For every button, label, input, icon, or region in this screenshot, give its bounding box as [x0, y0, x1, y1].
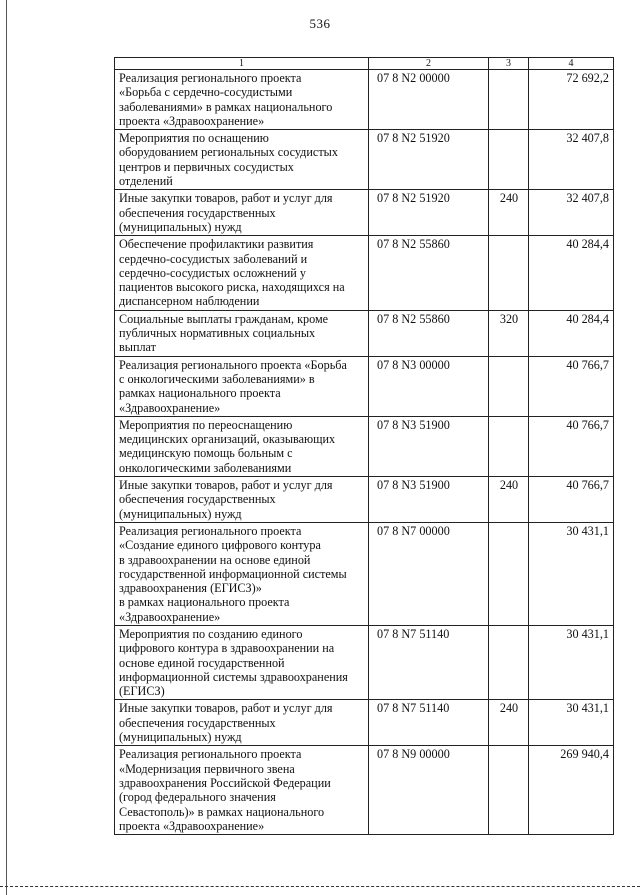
expense-name-line: пациентов высокого риска, находящихся на: [119, 280, 345, 295]
column-number-2: 2: [369, 58, 489, 70]
amount-cell: 40 766,7: [529, 477, 614, 523]
expense-name-line: здравоохранения (ЕГИСЗ)»: [119, 581, 262, 596]
expense-name-line: выплат: [119, 340, 156, 355]
expense-name-line: Иные закупки товаров, работ и услуг для: [119, 478, 333, 493]
expense-type-cell: [489, 356, 529, 416]
expense-name-line: цифрового контура в здравоохранении на: [119, 641, 335, 656]
table-row: [115, 236, 614, 310]
expense-name-line: в рамках национального проекта: [119, 595, 290, 610]
expense-name-line: (город федерального значения: [119, 790, 276, 805]
expense-name-line: информационной системы здравоохранения: [119, 669, 348, 684]
expense-name-line: сердечно-сосудистых осложнений у: [119, 265, 306, 280]
expense-name-line: отделений: [119, 174, 173, 189]
target-article-code-cell: 07 8 N2 51920: [369, 190, 489, 236]
expense-name-line: Обеспечение профилактики развития: [119, 237, 314, 252]
budget-table: [114, 57, 614, 835]
table-row: [115, 700, 614, 746]
expense-name-line: Мероприятия по созданию единого: [119, 626, 303, 641]
target-article-code-cell: 07 8 N2 00000: [369, 70, 489, 130]
expense-name-line: в здравоохранении на основе единой: [119, 552, 311, 567]
table-row: [115, 625, 614, 699]
expense-name-cell: [115, 236, 369, 310]
expense-type-cell: 240: [489, 477, 529, 523]
target-article-code-cell: 07 8 N3 51900: [369, 416, 489, 476]
target-article-code-cell: 07 8 N7 51140: [369, 625, 489, 699]
amount-cell: 30 431,1: [529, 522, 614, 625]
expense-name-line: государственной информационной системы: [119, 566, 347, 581]
target-article-code-cell: 07 8 N2 55860: [369, 310, 489, 356]
column-number-1: 1: [115, 58, 369, 70]
expense-type-cell: 320: [489, 310, 529, 356]
expense-type-cell: [489, 236, 529, 310]
expense-type-cell: [489, 522, 529, 625]
expense-name-line: заболеваниями» в рамках национального: [119, 99, 333, 114]
expense-name-line: «Здравоохранение»: [119, 609, 221, 624]
amount-cell: 40 766,7: [529, 356, 614, 416]
expense-name-line: обеспечения государственных: [119, 492, 276, 507]
expense-name-cell: [115, 310, 369, 356]
table-row: [115, 522, 614, 625]
expense-name-line: обеспечения государственных: [119, 205, 276, 220]
expense-name-line: Социальные выплаты гражданам, кроме: [119, 311, 329, 326]
table-row: [115, 130, 614, 190]
expense-name-line: здравоохранения Российской Федерации: [119, 775, 331, 790]
expense-name-line: онкологическими заболеваниями: [119, 460, 292, 475]
expense-name-line: проекта «Здравоохранение»: [119, 113, 265, 128]
expense-type-cell: [489, 746, 529, 835]
amount-cell: 32 407,8: [529, 130, 614, 190]
expense-name-line: Мероприятия по переоснащению: [119, 417, 293, 432]
target-article-code-cell: 07 8 N3 51900: [369, 477, 489, 523]
expense-name-cell: [115, 477, 369, 523]
expense-name-line: с онкологическими заболеваниями» в: [119, 371, 315, 386]
target-article-code-cell: 07 8 N9 00000: [369, 746, 489, 835]
expense-name-line: «Модернизация первичного звена: [119, 761, 295, 776]
expense-name-line: диспансерном наблюдении: [119, 294, 260, 309]
expense-type-cell: [489, 416, 529, 476]
expense-type-cell: [489, 70, 529, 130]
table-row: [115, 310, 614, 356]
expense-name-line: Иные закупки товаров, работ и услуг для: [119, 701, 333, 716]
expense-name-line: «Борьба с сердечно-сосудистыми: [119, 85, 293, 100]
expense-name-cell: [115, 190, 369, 236]
scan-left-edge: [6, 0, 7, 895]
expense-name-line: «Здравоохранение»: [119, 400, 221, 415]
amount-cell: 32 407,8: [529, 190, 614, 236]
target-article-code-cell: 07 8 N3 00000: [369, 356, 489, 416]
budget-table-body: [115, 58, 614, 835]
expense-name-line: медицинскую помощь больным с: [119, 446, 293, 461]
expense-name-line: основе единой государственной: [119, 655, 285, 670]
amount-cell: 40 766,7: [529, 416, 614, 476]
expense-name-line: Севастополь)» в рамках национального: [119, 804, 325, 819]
expense-name-line: Иные закупки товаров, работ и услуг для: [119, 191, 333, 206]
target-article-code-cell: 07 8 N2 51920: [369, 130, 489, 190]
expense-name-cell: [115, 416, 369, 476]
expense-type-cell: [489, 625, 529, 699]
target-article-code-cell: 07 8 N7 00000: [369, 522, 489, 625]
column-number-header-row: [115, 58, 614, 70]
table-row: [115, 746, 614, 835]
expense-name-cell: [115, 700, 369, 746]
expense-name-line: оборудованием региональных сосудистых: [119, 145, 338, 160]
expense-name-line: публичных нормативных социальных: [119, 326, 316, 341]
expense-name-line: Мероприятия по оснащению: [119, 131, 269, 146]
table-row: [115, 477, 614, 523]
expense-name-cell: [115, 70, 369, 130]
column-number-3: 3: [489, 58, 529, 70]
expense-name-line: медицинских организаций, оказывающих: [119, 432, 336, 447]
expense-name-line: «Создание единого цифрового контура: [119, 538, 321, 553]
expense-name-cell: [115, 356, 369, 416]
expense-name-line: Реализация регионального проекта: [119, 523, 302, 538]
expense-name-line: (муниципальных) нужд: [119, 730, 242, 745]
expense-name-line: Реализация регионального проекта «Борьба: [119, 357, 347, 372]
amount-cell: 40 284,4: [529, 236, 614, 310]
expense-name-line: (ЕГИСЗ): [119, 684, 165, 699]
expense-name-line: проекта «Здравоохранение»: [119, 818, 265, 833]
expense-name-line: рамках национального проекта: [119, 386, 281, 401]
expense-name-line: центров и первичных сосудистых: [119, 159, 294, 174]
amount-cell: 40 284,4: [529, 310, 614, 356]
expense-name-line: обеспечения государственных: [119, 715, 276, 730]
expense-name-line: Реализация регионального проекта: [119, 71, 302, 85]
scan-bottom-edge: [0, 886, 640, 888]
expense-name-line: (муниципальных) нужд: [119, 506, 242, 521]
expense-name-line: Реализация регионального проекта: [119, 747, 302, 762]
table-row: [115, 190, 614, 236]
table-row: [115, 70, 614, 130]
column-number-4: 4: [529, 58, 614, 70]
amount-cell: 30 431,1: [529, 625, 614, 699]
table-row: [115, 416, 614, 476]
amount-cell: 30 431,1: [529, 700, 614, 746]
expense-name-line: (муниципальных) нужд: [119, 219, 242, 234]
expense-type-cell: [489, 130, 529, 190]
expense-name-line: сердечно-сосудистых заболеваний и: [119, 251, 308, 266]
expense-name-cell: [115, 746, 369, 835]
expense-name-cell: [115, 522, 369, 625]
target-article-code-cell: 07 8 N2 55860: [369, 236, 489, 310]
table-row: [115, 356, 614, 416]
expense-name-cell: [115, 130, 369, 190]
amount-cell: 72 692,2: [529, 70, 614, 130]
target-article-code-cell: 07 8 N7 51140: [369, 700, 489, 746]
expense-type-cell: 240: [489, 190, 529, 236]
amount-cell: 269 940,4: [529, 746, 614, 835]
expense-type-cell: 240: [489, 700, 529, 746]
expense-name-cell: [115, 625, 369, 699]
page-number: 536: [309, 16, 331, 31]
